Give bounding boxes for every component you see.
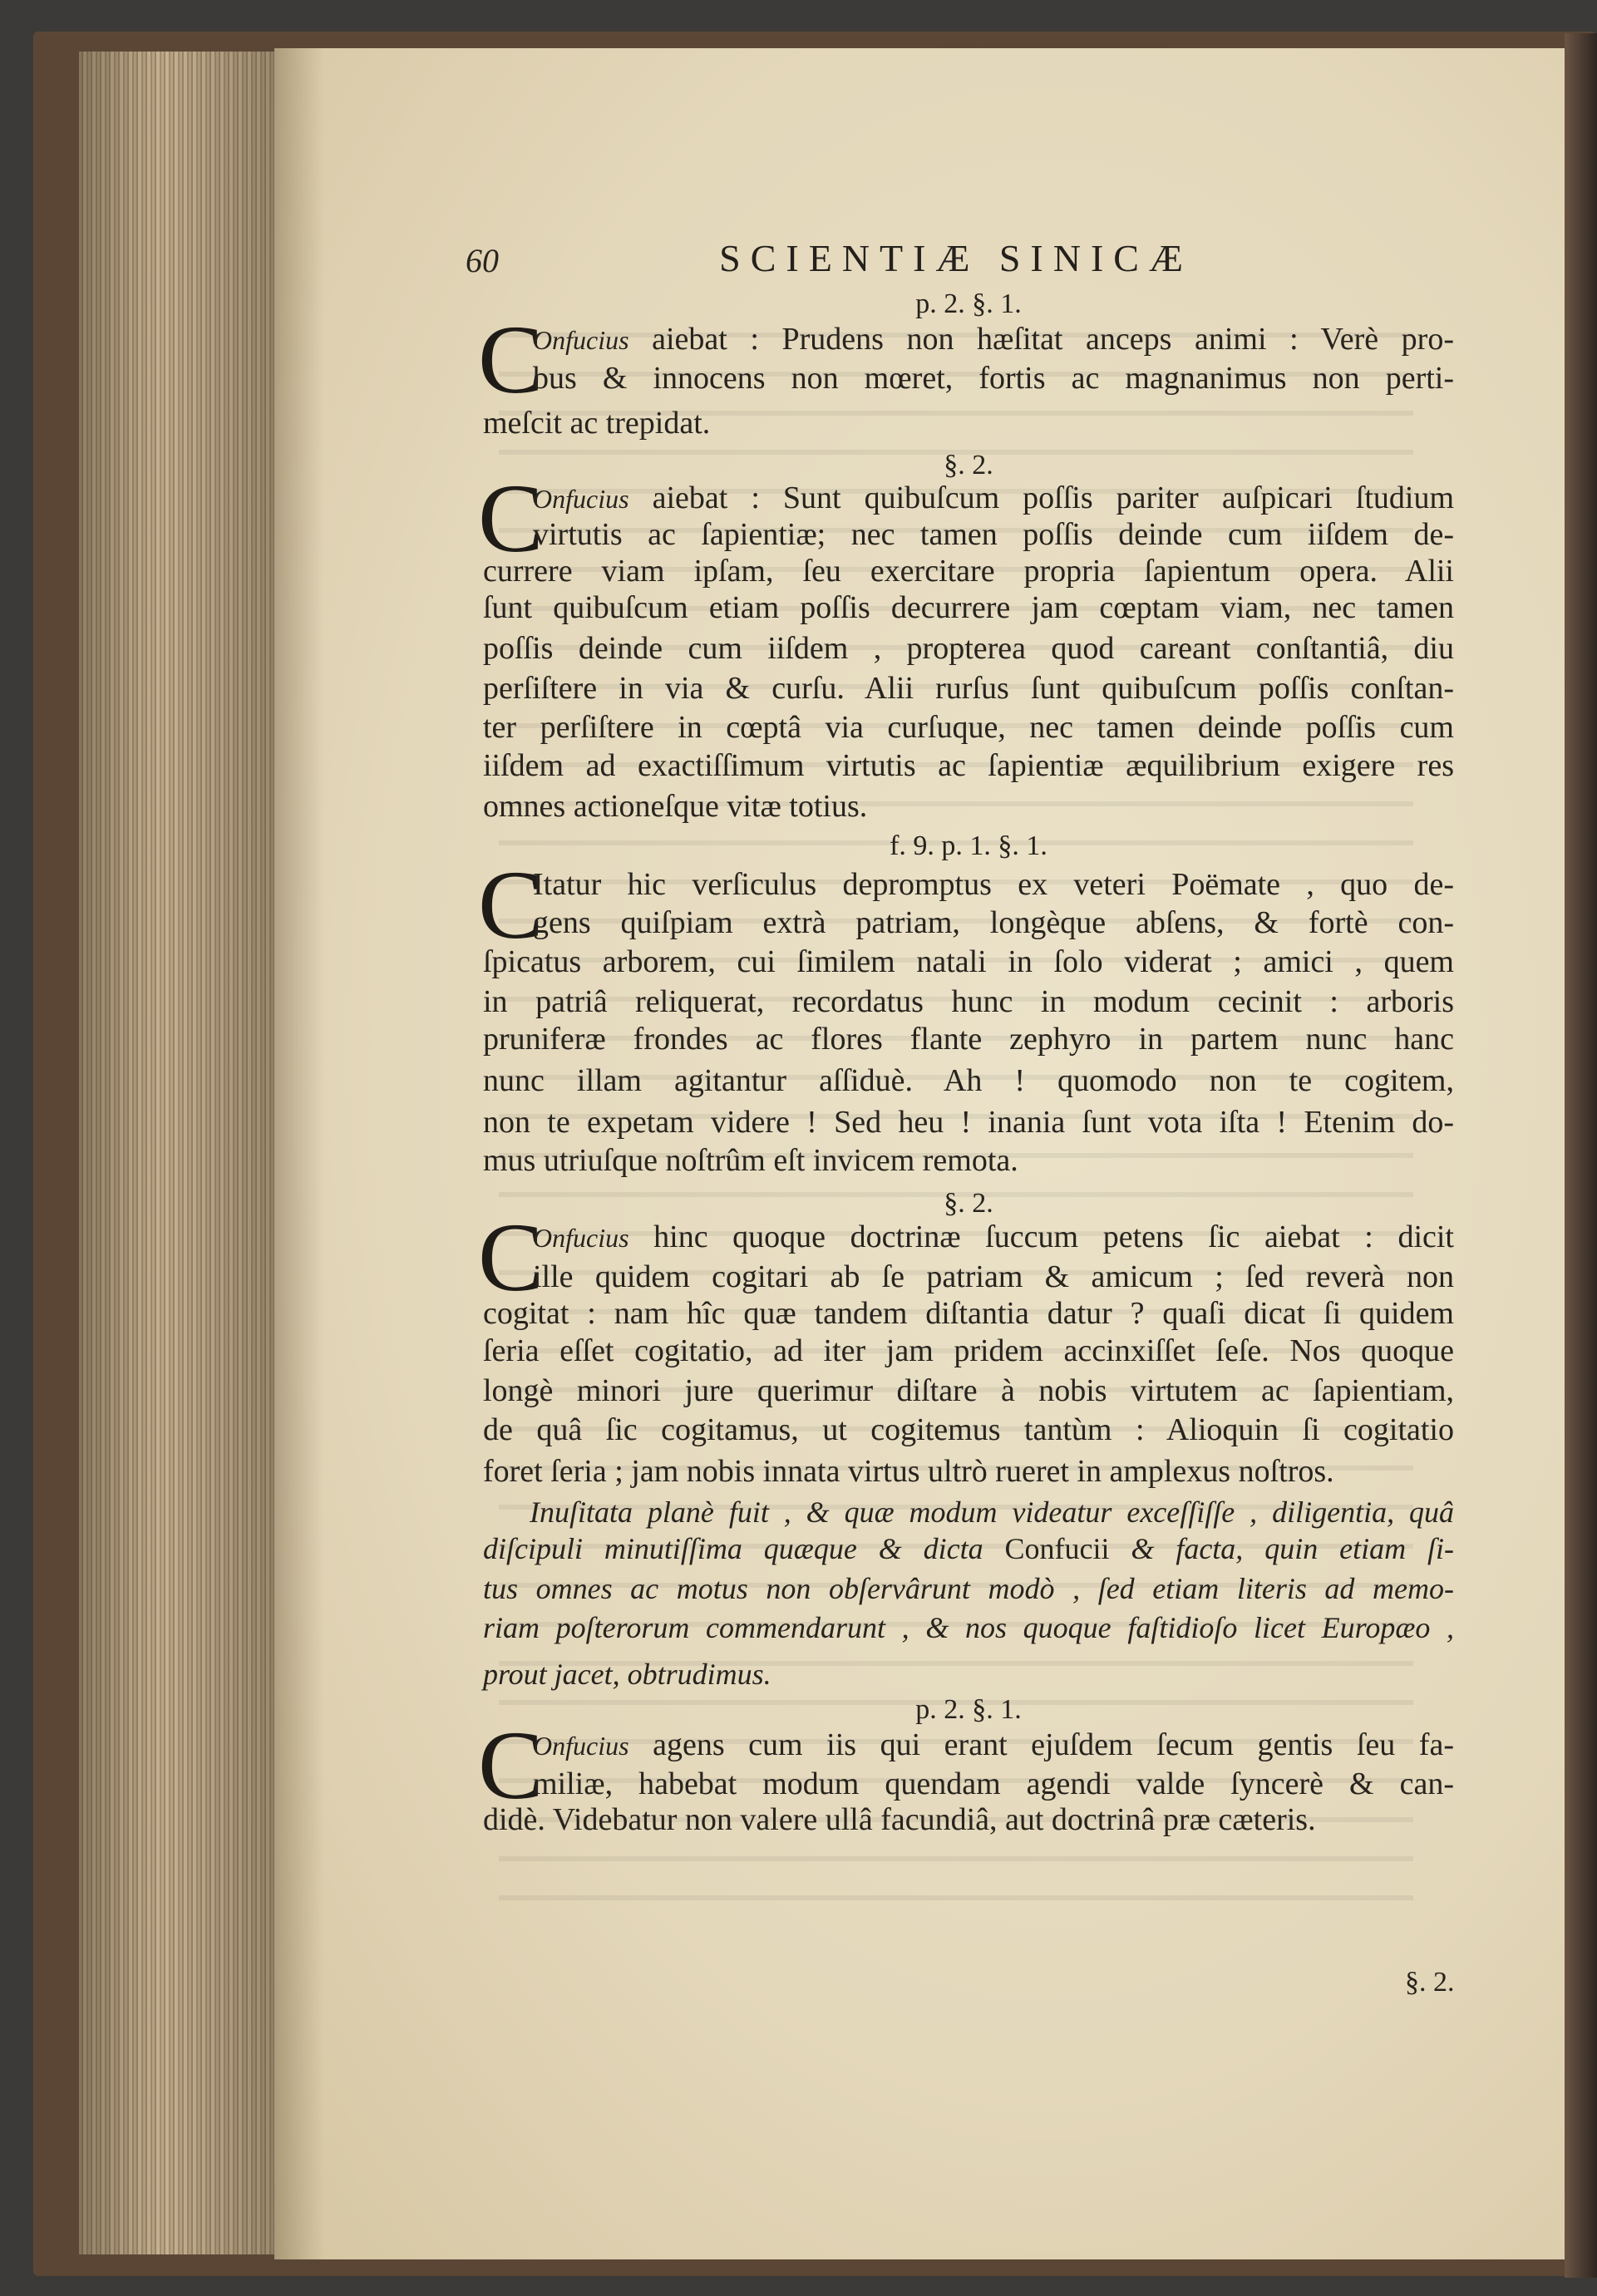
text-line	[533, 904, 1454, 942]
line-text: didè. Videbatur non valere ullâ facundiâ, aut doctrinâ præ cæteris.	[483, 1802, 1316, 1837]
section-heading: p. 2. §. 1.	[915, 1694, 1022, 1725]
line-text: aiebat : Sunt quibuſcum poſſis pariter auſpicari ſtudium	[652, 480, 1455, 515]
line-segment: Confucii	[1004, 1532, 1110, 1565]
text-line	[533, 320, 1454, 358]
line-text: meſcit ac trepidat.	[483, 406, 711, 441]
line-text: ſeria eſſet cogitatio, ad iter jam pridem accinxiſſet ſeſe. Nos quoque	[483, 1333, 1454, 1368]
lead-word: Onfucius	[533, 1223, 629, 1253]
text-line	[483, 943, 1454, 981]
line-text: poſſis deinde cum iiſdem , propterea quod careant conſtantiâ, diu	[483, 631, 1454, 666]
line-text: pruniferæ frondes ac flores flante zephyro in partem nunc hanc	[483, 1022, 1454, 1057]
line-text: nunc illam agitantur aſſiduè. Ah ! quomodo non te cogitem,	[483, 1063, 1454, 1098]
italic-text-line	[483, 1530, 1454, 1568]
line-text: perſiſtere in via & curſu. Alii rurſus ſunt quibuſcum poſſis conſtan-	[483, 671, 1454, 706]
text-line	[483, 983, 1454, 1021]
text-line	[483, 669, 1454, 707]
line-text: omnes actioneſque vitæ totius.	[483, 789, 868, 824]
catchword: §. 2.	[1405, 1967, 1455, 1998]
line-text: hinc quoque doctrinæ ſuccum petens ſic aiebat : dicit	[653, 1219, 1454, 1254]
text-line	[483, 1332, 1454, 1370]
line-segment: diſcipuli minutiſſima quæque & dicta	[483, 1532, 1005, 1565]
section-heading: p. 2. §. 1.	[915, 288, 1022, 319]
line-text: mus utriuſque noſtrûm eſt invicem remota.	[483, 1143, 1018, 1178]
text-line	[533, 1218, 1454, 1256]
text-line	[533, 1765, 1454, 1803]
text-line	[483, 589, 1454, 627]
line-text: in patriâ reliquerat, recordatus hunc in modum cecinit : arboris	[483, 984, 1454, 1019]
line-text: iiſdem ad exactiſſimum virtutis ac ſapientiæ æquilibrium exigere res	[483, 748, 1454, 783]
drop-cap: C	[478, 464, 544, 573]
line-text: gens quiſpiam extrà patriam, longèque abſens, & fortè con-	[533, 905, 1454, 940]
text-line	[533, 865, 1454, 904]
text-line	[483, 1294, 1454, 1333]
line-text: longè minori jure querimur diſtare à nobis virtutem ac ſapientiam,	[483, 1373, 1454, 1408]
page-edges-shadow	[79, 52, 287, 2254]
line-text: virtutis ac ſapientiæ; nec tamen poſſis deinde cum iiſdem de-	[533, 517, 1454, 552]
drop-cap: C	[478, 1203, 544, 1312]
lead-word: Onfucius	[533, 1731, 629, 1761]
line-text: ter perſiſtere in cœptâ via curſuque, nec tamen deinde poſſis cum	[483, 710, 1454, 745]
line-segment: prout jacet, obtrudimus.	[483, 1658, 771, 1691]
page-number: 60	[466, 242, 499, 279]
text-line	[533, 515, 1454, 554]
text-line	[483, 1372, 1454, 1410]
page-gutter	[274, 48, 324, 2259]
line-text: foret ſeria ; jam nobis innata virtus ultrò rueret in amplexus noſtros.	[483, 1454, 1334, 1489]
line-text: non te expetam videre ! Sed heu ! inania ſunt vota iſta ! Etenim do-	[483, 1105, 1454, 1140]
facing-page-edge	[1565, 33, 1597, 2278]
text-line	[483, 629, 1454, 668]
text-line	[483, 404, 1454, 442]
drop-cap: C	[478, 1711, 544, 1820]
line-text: agens cum iis qui erant ejuſdem ſecum gentis ſeu fa-	[653, 1727, 1454, 1762]
line-segment: & facta, quin etiam ſi-	[1109, 1532, 1454, 1565]
text-line	[483, 1103, 1454, 1141]
section-heading: §. 2.	[944, 1188, 993, 1219]
line-text: ſunt quibuſcum etiam poſſis decurrere jam cœptam viam, nec tamen	[483, 590, 1454, 625]
lead-word: Onfucius	[533, 484, 629, 514]
lead-word: Onfucius	[533, 325, 629, 355]
text-line	[533, 359, 1454, 397]
line-segment: riam poſterorum commendarunt , & nos quoque faſtidioſo licet Europæo ,	[483, 1611, 1454, 1644]
section-heading: §. 2.	[944, 450, 993, 480]
italic-text-line	[483, 1609, 1454, 1647]
line-text: Itatur hic verſiculus depromptus ex veteri Poëmate , quo de-	[533, 867, 1454, 902]
line-text: bus & innocens non mœret, fortis ac magnanimus non perti-	[533, 361, 1454, 396]
line-segment: Inuſitata planè fuit , & quæ modum videatur exceſſiſſe , diligentia, quâ	[530, 1495, 1454, 1529]
italic-text-line	[483, 1655, 1454, 1693]
line-text: miliæ, habebat modum quendam agendi valde ſyncerè & can-	[533, 1766, 1454, 1801]
text-line	[483, 1411, 1454, 1449]
drop-cap: C	[478, 305, 544, 414]
text-line	[483, 1141, 1454, 1180]
section-heading: f. 9. p. 1. §. 1.	[890, 830, 1047, 861]
line-text: ſpicatus arborem, cui ſimilem natali in ſolo viderat ; amici , quem	[483, 944, 1454, 979]
italic-text-line	[483, 1569, 1454, 1608]
drop-cap: C	[478, 850, 544, 959]
line-segment: tus omnes ac motus non obſervârunt modò , ſed etiam literis ad memo-	[483, 1572, 1454, 1605]
text-line	[483, 1062, 1454, 1100]
line-text: aiebat : Prudens non hæſitat anceps animi : Verè pro-	[652, 322, 1454, 357]
line-text: currere viam ipſam, ſeu exercitare propria ſapientum opera. Alii	[483, 554, 1454, 589]
line-text: ille quidem cogitari ab ſe patriam & amicum ; ſed reverà non	[533, 1259, 1454, 1294]
text-line	[483, 1801, 1454, 1839]
text-line	[533, 479, 1454, 517]
italic-text-line	[530, 1493, 1454, 1531]
text-line	[483, 1452, 1454, 1490]
text-line	[483, 708, 1454, 746]
text-line	[483, 787, 1454, 825]
text-line	[483, 746, 1454, 785]
text-line	[483, 552, 1454, 590]
text-line	[483, 1020, 1454, 1058]
running-title: SCIENTIÆ SINICÆ	[719, 237, 1193, 279]
text-line	[533, 1258, 1454, 1296]
line-text: cogitat : nam hîc quæ tandem diſtantia datur ? quaſi dicat ſi quidem	[483, 1296, 1454, 1331]
line-text: de quâ ſic cogitamus, ut cogitemus tantùm : Alioquin ſi cogitatio	[483, 1412, 1454, 1447]
text-line	[533, 1726, 1454, 1764]
